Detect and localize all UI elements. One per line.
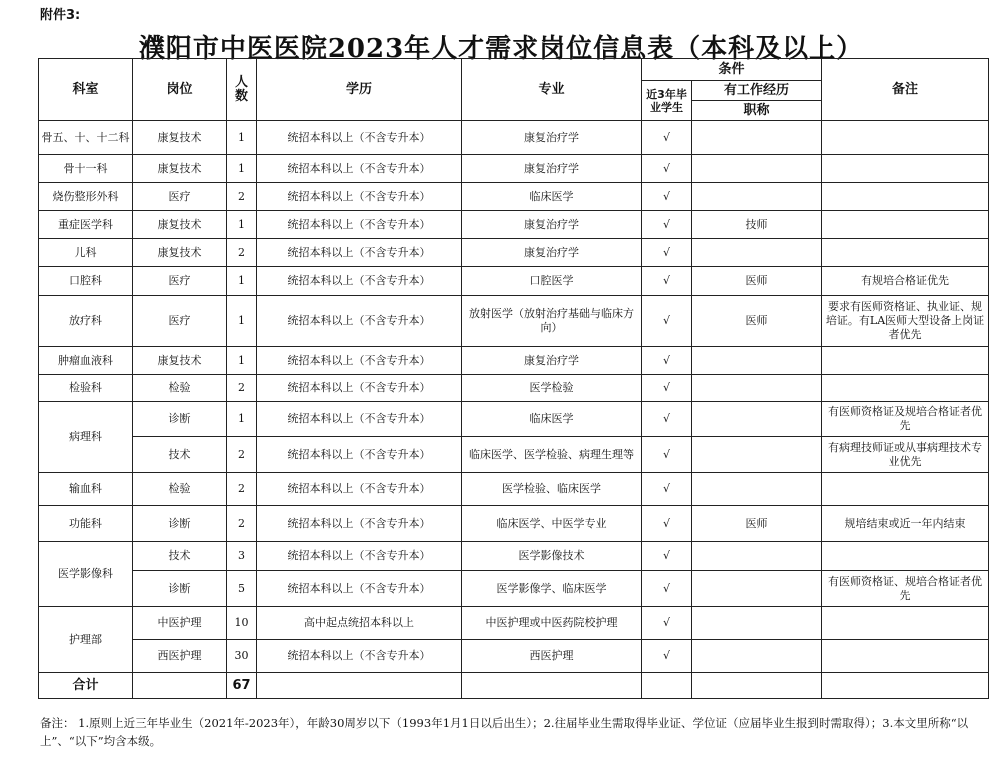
count-cell: 1	[227, 121, 257, 155]
table-row	[39, 571, 989, 607]
recent-grad-cell: √	[642, 402, 692, 437]
education-cell: 统招本科以上（不含专升本）	[257, 155, 462, 183]
table-row	[39, 506, 989, 542]
major-cell: 放射医学（放射治疗基础与临床方向）	[462, 296, 642, 347]
education-cell: 统招本科以上（不含专升本）	[257, 375, 462, 402]
education-cell: 统招本科以上（不含专升本）	[257, 571, 462, 607]
major-cell: 临床医学、医学检验、病理生理等	[462, 437, 642, 473]
recent-grad-cell: √	[642, 640, 692, 673]
education-cell: 高中起点统招本科以上	[257, 607, 462, 640]
table-row	[39, 296, 989, 347]
recent-grad-cell: √	[642, 473, 692, 506]
position-cell: 诊断	[133, 506, 227, 542]
remark-cell	[822, 183, 989, 211]
title-cell	[692, 375, 822, 402]
recent-grad-cell: √	[642, 183, 692, 211]
recent-grad-cell: √	[642, 571, 692, 607]
total-row	[39, 673, 989, 699]
table-row	[39, 155, 989, 183]
dept-cell: 肿瘤血液科	[39, 347, 133, 375]
table-row	[39, 640, 989, 673]
count-cell: 30	[227, 640, 257, 673]
header-education: 学历	[257, 59, 462, 121]
education-cell: 统招本科以上（不含专升本）	[257, 473, 462, 506]
education-cell: 统招本科以上（不含专升本）	[257, 542, 462, 571]
remark-cell	[822, 473, 989, 506]
education-cell: 统招本科以上（不含专升本）	[257, 640, 462, 673]
remark-cell: 规培结束或近一年内结束	[822, 506, 989, 542]
count-cell: 5	[227, 571, 257, 607]
table-row	[39, 267, 989, 296]
count-cell: 2	[227, 506, 257, 542]
header-recent-grad: 近3年毕业学生	[642, 81, 692, 121]
education-cell: 统招本科以上（不含专升本）	[257, 437, 462, 473]
position-cell: 医疗	[133, 183, 227, 211]
table-body	[39, 121, 989, 673]
position-cell: 康复技术	[133, 239, 227, 267]
title-cell	[692, 155, 822, 183]
title-cell	[692, 121, 822, 155]
attachment-label: 附件3:	[40, 8, 81, 23]
table-row	[39, 239, 989, 267]
dept-cell: 重症医学科	[39, 211, 133, 239]
header-conditions: 条件	[642, 59, 822, 81]
major-cell: 康复治疗学	[462, 239, 642, 267]
education-cell: 统招本科以上（不含专升本）	[257, 267, 462, 296]
recent-grad-cell: √	[642, 607, 692, 640]
position-cell: 医疗	[133, 296, 227, 347]
remark-cell: 有规培合格证优先	[822, 267, 989, 296]
table-row	[39, 437, 989, 473]
remark-cell	[822, 121, 989, 155]
major-cell: 医学影像技术	[462, 542, 642, 571]
count-cell: 2	[227, 239, 257, 267]
major-cell: 康复治疗学	[462, 211, 642, 239]
dept-cell: 护理部	[39, 607, 133, 673]
recent-grad-cell: √	[642, 347, 692, 375]
recent-grad-cell: √	[642, 375, 692, 402]
major-cell: 临床医学	[462, 183, 642, 211]
header-position: 岗位	[133, 59, 227, 121]
remark-cell: 要求有医师资格证、执业证、规培证。有LA医师大型设备上岗证者优先	[822, 296, 989, 347]
position-cell: 西医护理	[133, 640, 227, 673]
education-cell: 统招本科以上（不含专升本）	[257, 402, 462, 437]
count-cell: 1	[227, 211, 257, 239]
major-cell: 康复治疗学	[462, 121, 642, 155]
education-cell: 统招本科以上（不含专升本）	[257, 347, 462, 375]
dept-cell: 放疗科	[39, 296, 133, 347]
remark-cell	[822, 239, 989, 267]
remark-cell: 有病理技师证或从事病理技术专业优先	[822, 437, 989, 473]
position-cell: 诊断	[133, 571, 227, 607]
table-row	[39, 211, 989, 239]
count-cell: 2	[227, 375, 257, 402]
position-cell: 中医护理	[133, 607, 227, 640]
position-cell: 康复技术	[133, 211, 227, 239]
remark-cell: 有医师资格证及规培合格证者优先	[822, 402, 989, 437]
table-row	[39, 473, 989, 506]
position-cell: 检验	[133, 473, 227, 506]
dept-cell: 骨五、十、十二科	[39, 121, 133, 155]
dept-cell: 功能科	[39, 506, 133, 542]
count-cell: 2	[227, 473, 257, 506]
remark-cell	[822, 375, 989, 402]
position-cell: 康复技术	[133, 155, 227, 183]
education-cell: 统招本科以上（不含专升本）	[257, 296, 462, 347]
dept-cell: 检验科	[39, 375, 133, 402]
title-cell	[692, 347, 822, 375]
title-cell	[692, 473, 822, 506]
title-cell	[692, 239, 822, 267]
dept-cell: 病理科	[39, 402, 133, 473]
count-cell: 10	[227, 607, 257, 640]
education-cell: 统招本科以上（不含专升本）	[257, 121, 462, 155]
major-cell: 临床医学、中医学专业	[462, 506, 642, 542]
count-cell: 1	[227, 296, 257, 347]
title-cell: 医师	[692, 506, 822, 542]
title-cell	[692, 542, 822, 571]
recent-grad-cell: √	[642, 296, 692, 347]
major-cell: 临床医学	[462, 402, 642, 437]
count-cell: 1	[227, 267, 257, 296]
recent-grad-cell: √	[642, 121, 692, 155]
major-cell: 医学检验、临床医学	[462, 473, 642, 506]
title-cell	[692, 402, 822, 437]
dept-cell: 儿科	[39, 239, 133, 267]
count-cell: 2	[227, 437, 257, 473]
position-cell: 技术	[133, 437, 227, 473]
remark-cell	[822, 155, 989, 183]
footnote: 备注： 1.原则上近三年毕业生（2021年-2023年），年龄30周岁以下（1993年1月1日以后出生）；2.往届毕业生需取得毕业证、学位证（应届毕业生报到时需取得）；3.本文里所称“以上”、“以下”均含本级。	[40, 716, 969, 748]
recent-grad-cell: √	[642, 437, 692, 473]
table-row	[39, 542, 989, 571]
major-cell: 西医护理	[462, 640, 642, 673]
header-title-rank: 职称	[692, 101, 822, 121]
table-row	[39, 347, 989, 375]
title-cell: 医师	[692, 296, 822, 347]
remark-cell	[822, 607, 989, 640]
dept-cell: 骨十一科	[39, 155, 133, 183]
count-cell: 1	[227, 402, 257, 437]
title-cell: 医师	[692, 267, 822, 296]
position-table	[38, 58, 989, 699]
count-cell: 3	[227, 542, 257, 571]
education-cell: 统招本科以上（不含专升本）	[257, 183, 462, 211]
remark-cell: 有医师资格证、规培合格证者优先	[822, 571, 989, 607]
count-cell: 1	[227, 155, 257, 183]
table-row	[39, 375, 989, 402]
title-cell	[692, 183, 822, 211]
dept-cell: 口腔科	[39, 267, 133, 296]
table-row	[39, 607, 989, 640]
total-blank	[133, 673, 227, 699]
education-cell: 统招本科以上（不含专升本）	[257, 506, 462, 542]
table-row	[39, 402, 989, 437]
education-cell: 统招本科以上（不含专升本）	[257, 239, 462, 267]
title-cell	[692, 571, 822, 607]
table-row	[39, 121, 989, 155]
total-count: 67	[227, 673, 257, 699]
table-row	[39, 183, 989, 211]
recent-grad-cell: √	[642, 239, 692, 267]
title-cell: 技师	[692, 211, 822, 239]
major-cell: 医学检验	[462, 375, 642, 402]
title-cell	[692, 437, 822, 473]
position-cell: 检验	[133, 375, 227, 402]
header-dept: 科室	[39, 59, 133, 121]
total-label: 合计	[39, 673, 133, 699]
position-cell: 诊断	[133, 402, 227, 437]
recent-grad-cell: √	[642, 211, 692, 239]
count-cell: 2	[227, 183, 257, 211]
remark-cell	[822, 211, 989, 239]
position-cell: 康复技术	[133, 121, 227, 155]
recent-grad-cell: √	[642, 267, 692, 296]
header-major: 专业	[462, 59, 642, 121]
major-cell: 康复治疗学	[462, 347, 642, 375]
title-cell	[692, 640, 822, 673]
major-cell: 医学影像学、临床医学	[462, 571, 642, 607]
position-cell: 技术	[133, 542, 227, 571]
header-remarks: 备注	[822, 59, 989, 121]
dept-cell: 烧伤整形外科	[39, 183, 133, 211]
remark-cell	[822, 347, 989, 375]
count-cell: 1	[227, 347, 257, 375]
recent-grad-cell: √	[642, 542, 692, 571]
dept-cell: 输血科	[39, 473, 133, 506]
major-cell: 康复治疗学	[462, 155, 642, 183]
header-count: 人数	[227, 59, 257, 121]
position-cell: 康复技术	[133, 347, 227, 375]
recent-grad-cell: √	[642, 506, 692, 542]
title-cell	[692, 607, 822, 640]
remark-cell	[822, 640, 989, 673]
major-cell: 中医护理或中医药院校护理	[462, 607, 642, 640]
position-cell: 医疗	[133, 267, 227, 296]
recent-grad-cell: √	[642, 155, 692, 183]
remark-cell	[822, 542, 989, 571]
education-cell: 统招本科以上（不含专升本）	[257, 211, 462, 239]
dept-cell: 医学影像科	[39, 542, 133, 607]
major-cell: 口腔医学	[462, 267, 642, 296]
header-experience: 有工作经历	[692, 81, 822, 101]
page-title: 濮阳市中医医院2023年人才需求岗位信息表（本科及以上）	[138, 34, 864, 64]
